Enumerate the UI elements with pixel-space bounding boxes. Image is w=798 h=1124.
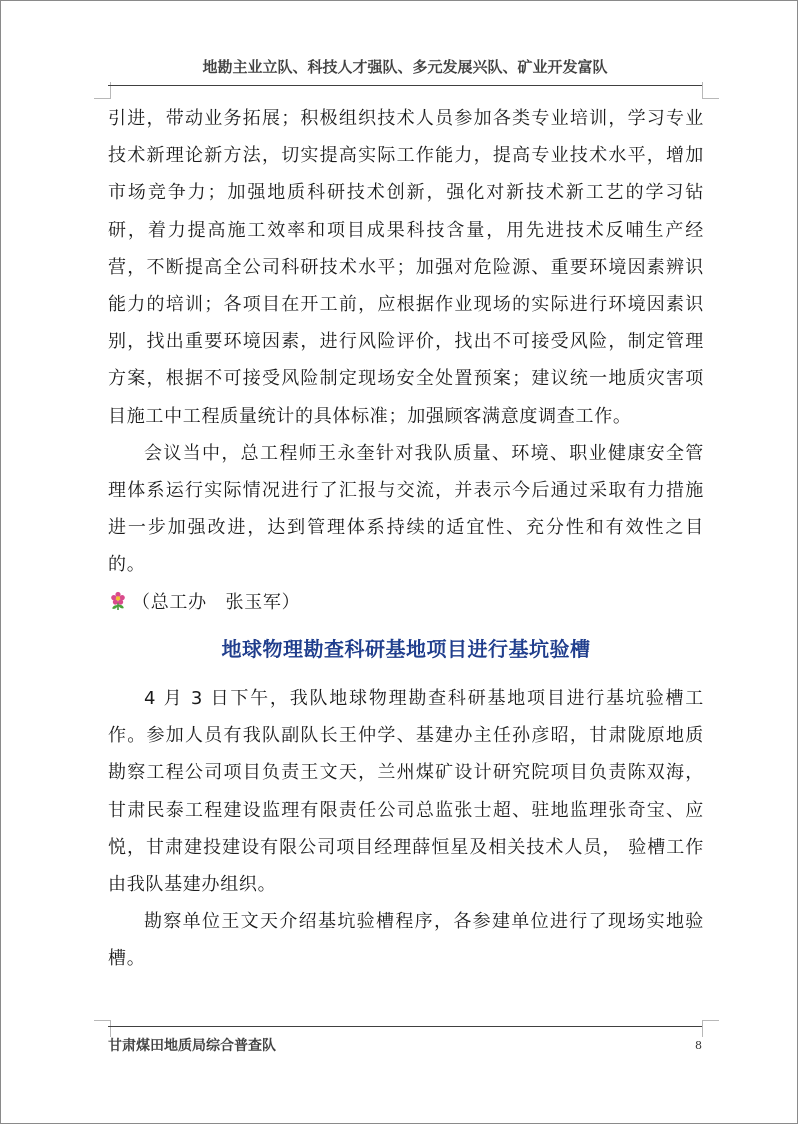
document-body [108,100,704,978]
section-paragraph: 勘察单位王文天介绍基坑验槽程序，各参建单位进行了现场实地验槽。 [108,911,704,970]
section-title: 地球物理勘查科研基地项目进行基坑验槽 [221,636,591,661]
footer-organization: 甘肃煤田地质局综合普查队 [108,1038,276,1054]
body-paragraph-continued: 引进，带动业务拓展；积极组织技术人员参加各类专业培训，学习专业技术新理论新方法，切实提高实际工作能力，提高专业技术水平，增加市场竞争力；加强地质科研技术创新，强化对新技术新工艺的学习钻研，着力提高施工效率和项目成果科技含量，用先进技术反哺生产经营，不断提高全公司科研技术水平；加强对危险源、重要环境因素辨识能力的培训；各项目在开工前，应根据作业现场的实际进行环境因素识别，找出重要环境因素，进行风险评价，找出不可接受风险，制定管理方案，根据不可接受风险制定现场安全处置预案；建议统一地质灾害项目施工中工程质量统计的具体标准；加强顾客满意度调查工作。 [108,108,704,427]
crop-mark-top-right [702,82,719,99]
page-footer [108,1026,702,1055]
page-header [108,56,702,86]
section-paragraph: 4 月 3 日下午，我队地球物理勘查科研基地项目进行基坑验槽工作。参加人员有我队副队长王仲学、基建办主任孙彦昭，甘肃陇原地质勘察工程公司项目负责王文天，兰州煤矿设计研究院项目负责陈双海，甘肃民泰工程建设监理有限责任公司总监张士超、驻地监理张奇宝、应悦，甘肃建投建设有限公司项目经理薛恒星及相关技术人员， 验槽工作由我队基建办组织。 [108,688,704,896]
header-title: 地勘主业立队、科技人才强队、多元发展兴队、矿业开发富队 [202,58,608,76]
body-paragraph: 会议当中，总工程师王永奎针对我队质量、环境、职业健康安全管理体系运行实际情况进行了汇报与交流，并表示今后通过采取有力措施进一步加强改进，达到管理体系持续的适宜性、充分性和有效性之目的。 [108,442,704,576]
signature-text: （总工办 张玉军） [132,591,301,613]
signature-line [108,584,704,621]
page-number: 8 [695,1039,702,1052]
crop-mark-bottom-right [702,1020,719,1037]
flower-icon [108,591,128,611]
